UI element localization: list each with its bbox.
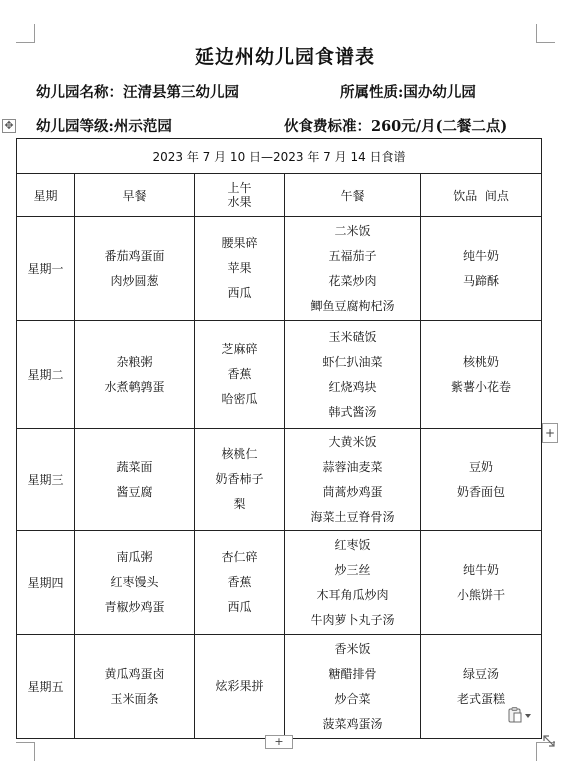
header-fruit-line2: 水果 <box>227 195 252 209</box>
weekday-cell: 星期四 <box>17 531 75 635</box>
lunch-item: 鲫鱼豆腐枸杞汤 <box>310 298 395 313</box>
lunch-item: 菠菜鸡蛋汤 <box>322 716 383 731</box>
drinks-item: 核桃奶 <box>463 354 500 369</box>
lunch-cell <box>285 531 421 635</box>
table-resize-handle-icon[interactable] <box>542 733 556 747</box>
lunch-cell <box>285 635 421 739</box>
fruit-item: 梨 <box>233 497 246 511</box>
header-fruit-line1: 上午 <box>227 181 252 195</box>
menu-table <box>16 138 542 739</box>
header-fruit <box>195 174 285 217</box>
weekday-cell: 星期二 <box>17 321 75 429</box>
table-row <box>17 635 542 739</box>
breakfast-cell <box>75 635 195 739</box>
header-lunch: 午餐 <box>285 174 421 217</box>
weekday-cell: 星期一 <box>17 217 75 321</box>
kindergarten-level: 幼儿园等级:州示范园 <box>36 118 172 135</box>
breakfast-item: 杂粮粥 <box>116 354 153 369</box>
lunch-item: 牛肉萝卜丸子汤 <box>310 612 395 627</box>
drinks-item: 豆奶 <box>469 459 494 474</box>
lunch-item: 虾仁扒油菜 <box>322 354 383 369</box>
breakfast-cell <box>75 531 195 635</box>
fruit-item: 西瓜 <box>227 286 252 300</box>
paste-options-icon[interactable] <box>508 707 532 723</box>
lunch-item: 花菜炒肉 <box>328 273 377 288</box>
fruit-cell <box>195 321 285 429</box>
weekday-cell: 星期五 <box>17 635 75 739</box>
drinks-cell <box>421 321 542 429</box>
fruit-item: 香蕉 <box>227 575 252 589</box>
meal-fee-standard: 伙食费标准：260元/月(二餐二点) <box>284 118 508 135</box>
breakfast-item: 蔬菜面 <box>116 459 153 474</box>
lunch-item: 二米饭 <box>334 223 371 238</box>
breakfast-cell <box>75 429 195 531</box>
drinks-item: 紫薯小花卷 <box>451 379 512 394</box>
document-title: 延边州幼儿园食谱表 <box>194 46 375 68</box>
breakfast-item: 南瓜粥 <box>116 550 153 564</box>
crop-mark-top-left <box>16 24 35 43</box>
breakfast-item: 红枣馒头 <box>110 575 159 589</box>
breakfast-item: 番茄鸡蛋面 <box>104 248 165 263</box>
table-row <box>17 429 542 531</box>
lunch-cell <box>285 429 421 531</box>
crop-mark-bottom-left <box>16 742 35 761</box>
date-range-row <box>17 139 542 174</box>
crop-mark-top-right <box>536 24 555 43</box>
table-move-handle-icon[interactable]: ✥ <box>2 119 16 133</box>
table-row <box>17 217 542 321</box>
drinks-item: 奶香面包 <box>457 484 506 499</box>
lunch-item: 五福茄子 <box>328 248 377 263</box>
lunch-item: 炒合菜 <box>334 691 371 706</box>
fruit-item: 西瓜 <box>227 600 252 614</box>
drinks-item: 纯牛奶 <box>463 248 500 263</box>
fruit-cell <box>195 429 285 531</box>
drinks-item: 纯牛奶 <box>463 562 500 577</box>
lunch-cell <box>285 321 421 429</box>
add-column-button[interactable]: + <box>542 423 558 443</box>
header-drinks: 饮品 间点 <box>421 174 542 217</box>
lunch-item: 木耳角瓜炒肉 <box>316 587 389 602</box>
drinks-cell <box>421 429 542 531</box>
fruit-cell <box>195 217 285 321</box>
menu-body <box>17 217 542 739</box>
fruit-cell <box>195 635 285 739</box>
weekday-cell: 星期三 <box>17 429 75 531</box>
lunch-item: 炒三丝 <box>334 562 371 577</box>
fruit-item: 芝麻碎 <box>221 342 258 356</box>
fruit-item: 哈密瓜 <box>221 392 258 406</box>
date-range-cell: 2023 年 7 月 10 日—2023 年 7 月 14 日食谱 <box>17 139 542 174</box>
fruit-item: 苹果 <box>227 261 252 275</box>
fruit-item: 奶香柿子 <box>215 472 264 486</box>
lunch-item: 大黄米饭 <box>328 434 377 449</box>
table-row <box>17 321 542 429</box>
fruit-item: 炫彩果拼 <box>215 679 264 693</box>
breakfast-cell <box>75 321 195 429</box>
drinks-item: 绿豆汤 <box>463 666 500 681</box>
fruit-item: 杏仁碎 <box>221 550 258 564</box>
breakfast-cell <box>75 217 195 321</box>
breakfast-item: 水煮鹌鹑蛋 <box>104 379 165 394</box>
drinks-item: 马蹄酥 <box>463 273 500 288</box>
breakfast-item: 肉炒圆葱 <box>110 273 159 288</box>
lunch-item: 红烧鸡块 <box>328 379 377 394</box>
lunch-item: 糖醋排骨 <box>328 666 377 681</box>
drinks-item: 老式蛋糕 <box>457 691 506 706</box>
table-row <box>17 531 542 635</box>
lunch-item: 蒜蓉油麦菜 <box>322 459 383 474</box>
fruit-item: 腰果碎 <box>221 236 258 250</box>
header-row <box>17 174 542 217</box>
ownership-type: 所属性质:国办幼儿园 <box>340 84 476 101</box>
breakfast-item: 玉米面条 <box>110 691 159 706</box>
lunch-item: 韩式酱汤 <box>328 404 377 419</box>
lunch-item: 香米饭 <box>334 641 371 656</box>
breakfast-item: 青椒炒鸡蛋 <box>104 600 165 614</box>
lunch-item: 红枣饭 <box>334 537 371 552</box>
header-breakfast: 早餐 <box>75 174 195 217</box>
fruit-item: 香蕉 <box>227 367 252 381</box>
kindergarten-name: 幼儿园名称：汪清县第三幼儿园 <box>36 84 239 101</box>
header-weekday: 星期 <box>17 174 75 217</box>
fruit-cell <box>195 531 285 635</box>
drinks-item: 小熊饼干 <box>457 587 506 602</box>
lunch-item: 茼蒿炒鸡蛋 <box>322 484 383 499</box>
lunch-item: 玉米碴饭 <box>328 329 377 344</box>
add-row-button[interactable]: + <box>265 735 293 749</box>
lunch-cell <box>285 217 421 321</box>
drinks-cell <box>421 531 542 635</box>
lunch-item: 海菜土豆脊骨汤 <box>310 509 395 524</box>
breakfast-item: 酱豆腐 <box>116 484 153 499</box>
fruit-item: 核桃仁 <box>221 447 258 461</box>
drinks-cell <box>421 217 542 321</box>
breakfast-item: 黄瓜鸡蛋卤 <box>104 666 165 681</box>
